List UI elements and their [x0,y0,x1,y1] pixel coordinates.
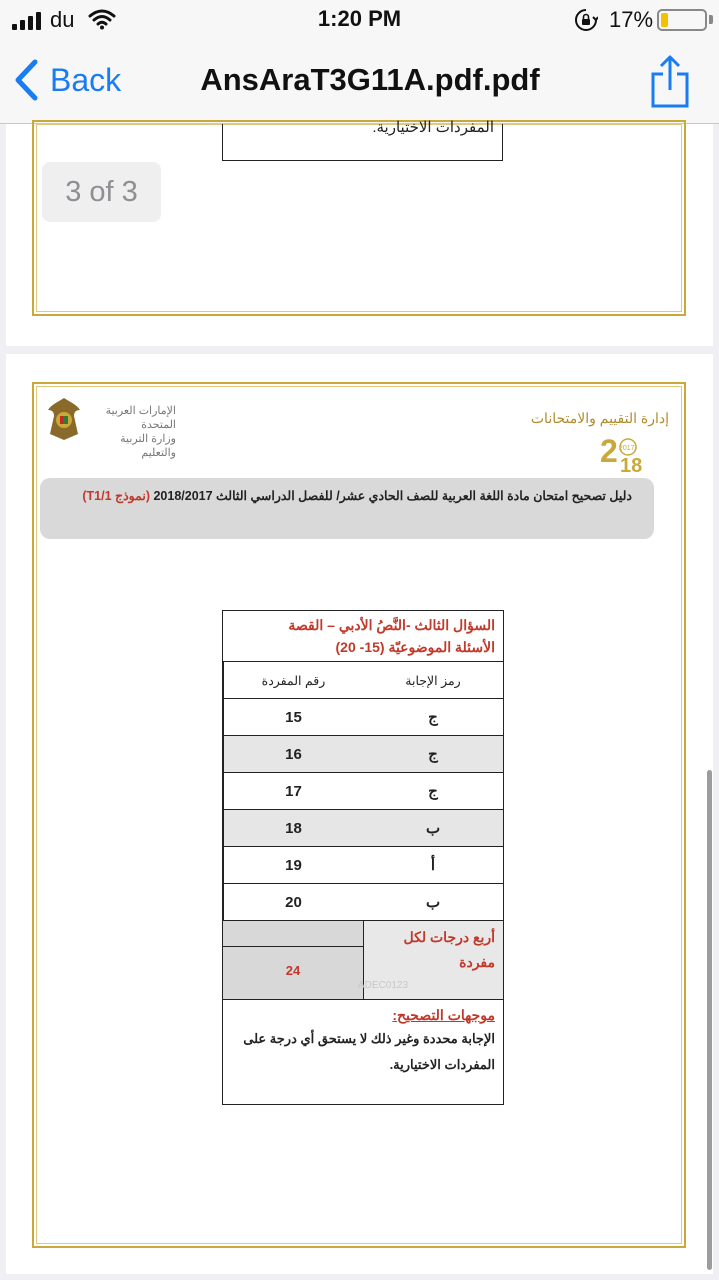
notes-title: موجهات التصحيح: [392,1007,495,1023]
battery-level [661,13,668,27]
battery-cap [709,15,713,24]
pdf-page-previous [6,119,713,346]
chevron-left-icon [14,59,38,101]
table-header-row [223,662,503,699]
table-title-line1: السؤال الثالث -النَّصُ الأدبي – القصة [288,617,495,633]
table-row [223,884,503,921]
item-number: 19 [223,847,363,883]
clock: 1:20 PM [317,6,402,31]
answer-code: أ [430,857,436,874]
answer-code: ج [428,783,438,800]
banner-text [82,488,632,503]
svg-text:2017: 2017 [619,445,635,452]
answer-code: ج [428,746,438,763]
answer-code: ج [428,709,438,726]
table-row [223,773,503,810]
item-number: 17 [223,773,363,809]
table-row [223,847,503,884]
table-title-line2: الأسئلة الموضوعيّة (15- 20) [335,639,495,655]
svg-text:18: 18 [620,455,643,474]
department-name: إدارة التقييم والامتحانات [530,410,669,426]
document-title: AnsAraT3G11A.pdf.pdf [200,62,540,97]
item-number: 15 [223,699,363,735]
uae-emblem-icon [46,394,82,442]
table-row [223,810,503,847]
header-answer-code: رمز الإجابة [405,673,461,688]
banner-model: (نموذج T1/1) [82,489,150,503]
answer-code: ب [425,820,441,837]
table-row [223,699,503,736]
table-row [223,736,503,773]
item-number: 18 [223,810,363,846]
uae-name-line2: وزارة التربية والتعليم [120,433,176,459]
table-title [223,611,503,662]
battery-icon [657,9,707,31]
pdf-page[interactable] [6,354,713,1274]
answer-code: ب [425,894,441,911]
uae-ministry-name [86,404,176,460]
orientation-lock-icon [574,8,598,32]
grading-notes [223,1000,503,1104]
page-indicator: 3 of 3 [42,162,161,222]
navigation-bar [0,40,719,124]
total-marks: 24 [285,963,301,978]
carrier-name: du [50,7,75,32]
previous-table-tail [222,119,503,161]
banner-title: دليل تصحيح امتحان مادة اللغة العربية للصف الحادي عشر/ للفصل الدراسي الثالث 2018/2017 [153,489,632,503]
scrollbar[interactable] [707,770,712,1270]
cell-divider [223,946,363,947]
notes-body: الإجابة محددة وغير ذلك لا يستحق أي درجة على المفردات الاختيارية. [243,1031,495,1072]
share-icon[interactable] [648,54,692,110]
status-bar [0,0,719,40]
svg-text:2: 2 [600,434,618,469]
back-button[interactable] [14,58,121,102]
answer-key-table [222,610,504,1105]
item-number: 16 [223,736,363,772]
marks-label: أربع درجات لكل مفردة [363,921,503,999]
uae-name-line1: الإمارات العربية المتحدة [105,405,176,431]
battery-percentage: 17% [609,7,654,32]
back-label: Back [50,61,122,98]
watermark: ADEC0123 [358,980,409,991]
year-logo [600,434,644,474]
previous-table-text: المفردات الاختيارية. [372,119,494,136]
exam-banner [40,478,654,539]
total-marks-cell [223,921,363,999]
item-number: 20 [223,884,363,920]
header-item-number: رقم المفردة [223,662,363,698]
